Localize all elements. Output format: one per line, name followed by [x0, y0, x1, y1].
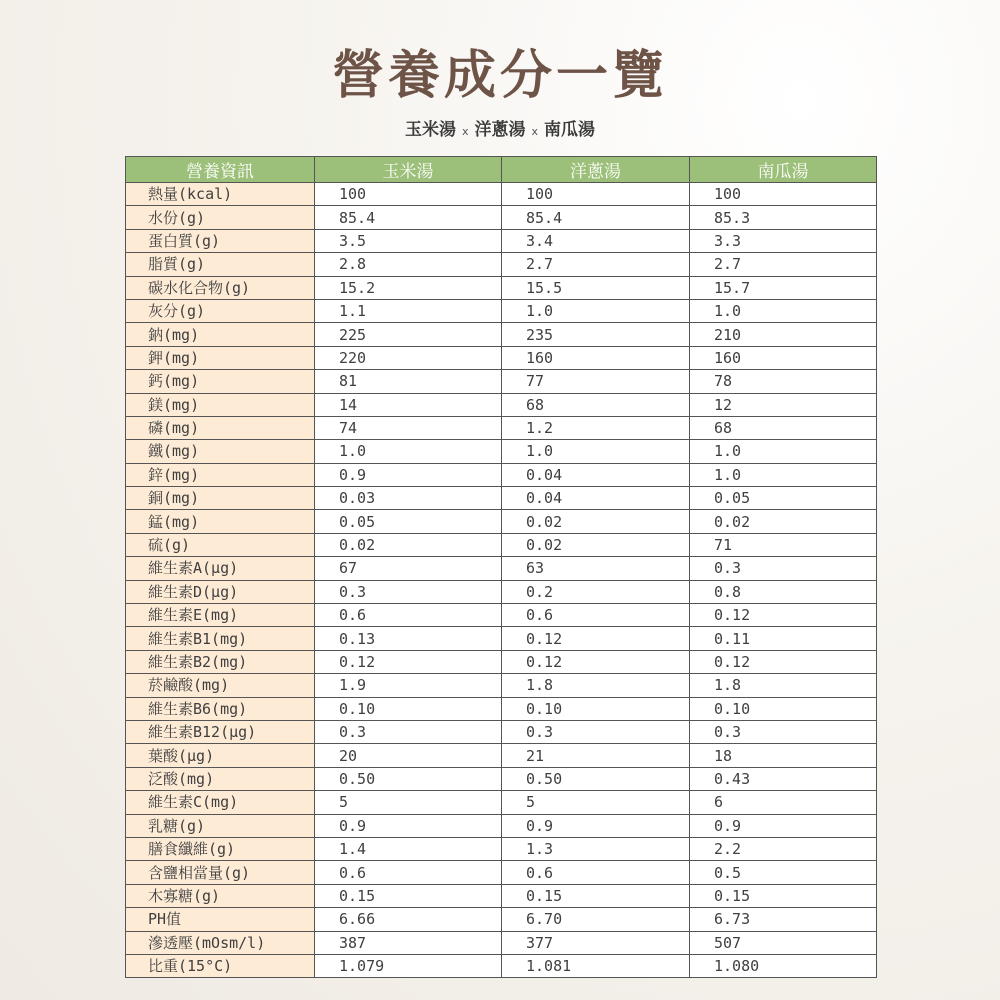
nutrient-label-cell: PH值 [126, 908, 315, 931]
column-header-corn-soup: 玉米湯 [315, 157, 502, 183]
nutrient-label-cell: 灰分(g) [126, 299, 315, 322]
nutrient-label-cell: 鎂(mg) [126, 393, 315, 416]
nutrient-label-cell: 錳(mg) [126, 510, 315, 533]
nutrient-label-cell: 維生素C(mg) [126, 791, 315, 814]
corn-soup-value-cell: 81 [315, 370, 502, 393]
subtitle-separator: x [461, 125, 469, 138]
nutrient-label-cell: 泛酸(mg) [126, 767, 315, 790]
table-row [126, 791, 877, 814]
nutrient-label-cell: 硫(g) [126, 533, 315, 556]
nutrient-label-cell: 維生素B6(mg) [126, 697, 315, 720]
table-row [126, 346, 877, 369]
pumpkin-soup-value-cell: 100 [690, 183, 877, 206]
table-row [126, 370, 877, 393]
page-title: 營養成分一覽 [331, 46, 668, 106]
pumpkin-soup-value-cell: 71 [690, 533, 877, 556]
corn-soup-value-cell: 20 [315, 744, 502, 767]
table-row [126, 229, 877, 252]
pumpkin-soup-value-cell: 6.73 [690, 908, 877, 931]
table-row [126, 510, 877, 533]
onion-soup-value-cell: 1.081 [502, 954, 690, 977]
table-row [126, 908, 877, 931]
pumpkin-soup-value-cell: 0.3 [690, 557, 877, 580]
onion-soup-value-cell: 0.04 [502, 463, 690, 486]
corn-soup-value-cell: 0.02 [315, 533, 502, 556]
table-row [126, 674, 877, 697]
pumpkin-soup-value-cell: 0.9 [690, 814, 877, 837]
onion-soup-value-cell: 6.70 [502, 908, 690, 931]
corn-soup-value-cell: 1.9 [315, 674, 502, 697]
pumpkin-soup-value-cell: 1.080 [690, 954, 877, 977]
corn-soup-value-cell: 225 [315, 323, 502, 346]
corn-soup-value-cell: 220 [315, 346, 502, 369]
pumpkin-soup-value-cell: 1.0 [690, 463, 877, 486]
corn-soup-value-cell: 0.3 [315, 580, 502, 603]
table-row [126, 954, 877, 977]
pumpkin-soup-value-cell: 15.7 [690, 276, 877, 299]
corn-soup-value-cell: 0.9 [315, 463, 502, 486]
nutrient-label-cell: 水份(g) [126, 206, 315, 229]
nutrient-label-cell: 銅(mg) [126, 487, 315, 510]
pumpkin-soup-value-cell: 1.0 [690, 299, 877, 322]
nutrient-label-cell: 維生素B2(mg) [126, 650, 315, 673]
pumpkin-soup-value-cell: 160 [690, 346, 877, 369]
onion-soup-value-cell: 15.5 [502, 276, 690, 299]
onion-soup-value-cell: 160 [502, 346, 690, 369]
onion-soup-value-cell: 1.0 [502, 299, 690, 322]
pumpkin-soup-value-cell: 18 [690, 744, 877, 767]
corn-soup-value-cell: 3.5 [315, 229, 502, 252]
corn-soup-value-cell: 0.50 [315, 767, 502, 790]
nutrient-label-cell: 脂質(g) [126, 253, 315, 276]
corn-soup-value-cell: 0.05 [315, 510, 502, 533]
corn-soup-value-cell: 1.0 [315, 440, 502, 463]
table-row [126, 861, 877, 884]
pumpkin-soup-value-cell: 68 [690, 416, 877, 439]
nutrition-table [125, 156, 877, 978]
table-row [126, 837, 877, 860]
corn-soup-value-cell: 14 [315, 393, 502, 416]
pumpkin-soup-value-cell: 0.8 [690, 580, 877, 603]
pumpkin-soup-value-cell: 1.0 [690, 440, 877, 463]
pumpkin-soup-value-cell: 3.3 [690, 229, 877, 252]
onion-soup-value-cell: 1.8 [502, 674, 690, 697]
pumpkin-soup-value-cell: 0.12 [690, 604, 877, 627]
pumpkin-soup-value-cell: 12 [690, 393, 877, 416]
pumpkin-soup-value-cell: 210 [690, 323, 877, 346]
onion-soup-value-cell: 377 [502, 931, 690, 954]
table-row [126, 814, 877, 837]
nutrient-label-cell: 鈉(mg) [126, 323, 315, 346]
corn-soup-value-cell: 1.4 [315, 837, 502, 860]
table-row [126, 487, 877, 510]
onion-soup-value-cell: 1.0 [502, 440, 690, 463]
table-row [126, 884, 877, 907]
onion-soup-value-cell: 0.12 [502, 627, 690, 650]
onion-soup-value-cell: 68 [502, 393, 690, 416]
pumpkin-soup-value-cell: 2.2 [690, 837, 877, 860]
pumpkin-soup-value-cell: 2.7 [690, 253, 877, 276]
table-row [126, 323, 877, 346]
onion-soup-value-cell: 21 [502, 744, 690, 767]
onion-soup-value-cell: 0.04 [502, 487, 690, 510]
onion-soup-value-cell: 0.6 [502, 861, 690, 884]
corn-soup-value-cell: 387 [315, 931, 502, 954]
corn-soup-value-cell: 85.4 [315, 206, 502, 229]
onion-soup-value-cell: 0.02 [502, 533, 690, 556]
nutrient-label-cell: 維生素A(μg) [126, 557, 315, 580]
nutrient-label-cell: 比重(15°C) [126, 954, 315, 977]
nutrient-label-cell: 葉酸(μg) [126, 744, 315, 767]
corn-soup-value-cell: 0.15 [315, 884, 502, 907]
corn-soup-value-cell: 0.10 [315, 697, 502, 720]
onion-soup-value-cell: 3.4 [502, 229, 690, 252]
pumpkin-soup-value-cell: 0.15 [690, 884, 877, 907]
corn-soup-value-cell: 0.12 [315, 650, 502, 673]
nutrient-label-cell: 鉀(mg) [126, 346, 315, 369]
onion-soup-value-cell: 2.7 [502, 253, 690, 276]
subtitle-item-corn-soup: 玉米湯 [404, 120, 456, 140]
onion-soup-value-cell: 1.2 [502, 416, 690, 439]
nutrient-label-cell: 鋅(mg) [126, 463, 315, 486]
pumpkin-soup-value-cell: 0.11 [690, 627, 877, 650]
onion-soup-value-cell: 0.50 [502, 767, 690, 790]
nutrient-label-cell: 蛋白質(g) [126, 229, 315, 252]
column-header-onion-soup: 洋蔥湯 [502, 157, 690, 183]
onion-soup-value-cell: 235 [502, 323, 690, 346]
onion-soup-value-cell: 1.3 [502, 837, 690, 860]
subtitle [0, 118, 1000, 144]
corn-soup-value-cell: 74 [315, 416, 502, 439]
onion-soup-value-cell: 0.9 [502, 814, 690, 837]
corn-soup-value-cell: 100 [315, 183, 502, 206]
nutrient-label-cell: 滲透壓(mOsm/l) [126, 931, 315, 954]
subtitle-item-pumpkin-soup: 南瓜湯 [544, 120, 596, 140]
pumpkin-soup-value-cell: 507 [690, 931, 877, 954]
corn-soup-value-cell: 6.66 [315, 908, 502, 931]
table-row [126, 627, 877, 650]
pumpkin-soup-value-cell: 1.8 [690, 674, 877, 697]
onion-soup-value-cell: 77 [502, 370, 690, 393]
column-header-nutrient: 營養資訊 [126, 157, 315, 183]
table-row [126, 440, 877, 463]
pumpkin-soup-value-cell: 78 [690, 370, 877, 393]
onion-soup-value-cell: 63 [502, 557, 690, 580]
corn-soup-value-cell: 1.1 [315, 299, 502, 322]
subtitle-separator: x [531, 125, 539, 138]
corn-soup-value-cell: 0.3 [315, 720, 502, 743]
table-row [126, 604, 877, 627]
pumpkin-soup-value-cell: 0.12 [690, 650, 877, 673]
table-row [126, 650, 877, 673]
column-header-pumpkin-soup: 南瓜湯 [690, 157, 877, 183]
corn-soup-value-cell: 0.6 [315, 604, 502, 627]
table-row [126, 744, 877, 767]
corn-soup-value-cell: 67 [315, 557, 502, 580]
pumpkin-soup-value-cell: 0.02 [690, 510, 877, 533]
nutrient-label-cell: 碳水化合物(g) [126, 276, 315, 299]
onion-soup-value-cell: 100 [502, 183, 690, 206]
onion-soup-value-cell: 0.02 [502, 510, 690, 533]
corn-soup-value-cell: 0.6 [315, 861, 502, 884]
table-row [126, 580, 877, 603]
pumpkin-soup-value-cell: 0.05 [690, 487, 877, 510]
nutrient-label-cell: 鈣(mg) [126, 370, 315, 393]
table-row [126, 931, 877, 954]
table-row [126, 697, 877, 720]
onion-soup-value-cell: 0.10 [502, 697, 690, 720]
table-row [126, 183, 877, 206]
pumpkin-soup-value-cell: 0.10 [690, 697, 877, 720]
nutrient-label-cell: 維生素B12(μg) [126, 720, 315, 743]
onion-soup-value-cell: 0.6 [502, 604, 690, 627]
onion-soup-value-cell: 5 [502, 791, 690, 814]
table-header-row [126, 157, 877, 183]
nutrient-label-cell: 含鹽相當量(g) [126, 861, 315, 884]
nutrient-label-cell: 膳食纖維(g) [126, 837, 315, 860]
corn-soup-value-cell: 1.079 [315, 954, 502, 977]
nutrient-label-cell: 熱量(kcal) [126, 183, 315, 206]
table-row [126, 557, 877, 580]
table-row [126, 276, 877, 299]
table-row [126, 299, 877, 322]
onion-soup-value-cell: 0.3 [502, 720, 690, 743]
corn-soup-value-cell: 0.9 [315, 814, 502, 837]
subtitle-item-onion-soup: 洋蔥湯 [474, 120, 526, 140]
table-row [126, 416, 877, 439]
corn-soup-value-cell: 2.8 [315, 253, 502, 276]
pumpkin-soup-value-cell: 6 [690, 791, 877, 814]
nutrient-label-cell: 維生素D(μg) [126, 580, 315, 603]
pumpkin-soup-value-cell: 85.3 [690, 206, 877, 229]
table-row [126, 463, 877, 486]
nutrient-label-cell: 菸鹼酸(mg) [126, 674, 315, 697]
nutrient-label-cell: 磷(mg) [126, 416, 315, 439]
table-row [126, 206, 877, 229]
corn-soup-value-cell: 15.2 [315, 276, 502, 299]
pumpkin-soup-value-cell: 0.43 [690, 767, 877, 790]
onion-soup-value-cell: 0.15 [502, 884, 690, 907]
onion-soup-value-cell: 0.12 [502, 650, 690, 673]
table-row [126, 767, 877, 790]
nutrient-label-cell: 木寡糖(g) [126, 884, 315, 907]
nutrient-label-cell: 鐵(mg) [126, 440, 315, 463]
corn-soup-value-cell: 0.13 [315, 627, 502, 650]
onion-soup-value-cell: 0.2 [502, 580, 690, 603]
corn-soup-value-cell: 5 [315, 791, 502, 814]
table-row [126, 720, 877, 743]
table-row [126, 393, 877, 416]
nutrient-label-cell: 維生素E(mg) [126, 604, 315, 627]
nutrient-label-cell: 維生素B1(mg) [126, 627, 315, 650]
pumpkin-soup-value-cell: 0.3 [690, 720, 877, 743]
onion-soup-value-cell: 85.4 [502, 206, 690, 229]
corn-soup-value-cell: 0.03 [315, 487, 502, 510]
pumpkin-soup-value-cell: 0.5 [690, 861, 877, 884]
table-row [126, 253, 877, 276]
table-row [126, 533, 877, 556]
nutrient-label-cell: 乳糖(g) [126, 814, 315, 837]
